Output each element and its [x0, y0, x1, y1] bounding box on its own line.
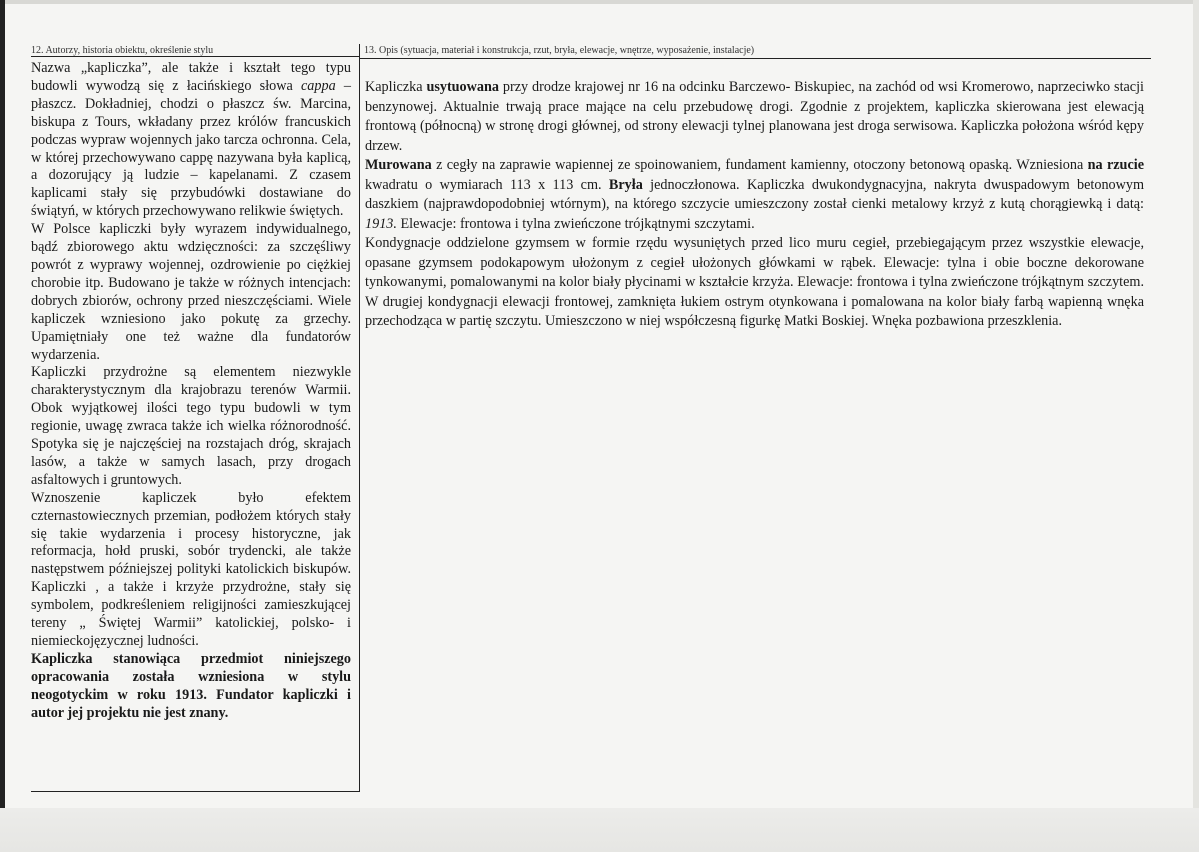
- text-run: Kapliczka: [365, 79, 427, 95]
- text-run: – płaszcz. Dokładniej, chodzi o płaszcz św. Marcina, biskupa z Tours, wkładany przez królów francuskich podczas wypraw wojennych jako tarcza ochronna. Cela, w której przechowywano cappę nazywana była kaplicą, a dozorujący ją ludzie – kapelanami. Z czasem kaplicami stały się przybudówki dostawiane do świątyń, w których przechowywano relikwie świętych.: [31, 77, 352, 220]
- description-paragraph-2: [365, 156, 1144, 234]
- scan-left-edge: [0, 0, 5, 852]
- scan-right-edge: [1193, 0, 1199, 852]
- text-run: przy drodze krajowej nr 16 na odcinku Barczewo- Biskupiec, na zachód od wsi Kromerowo, naprzeciwko stacji benzynowej. Aktualnie trwają prace mające na celu przebudowę drogi. Zgodnie z projektem, kapliczka skierowana jest elewacją frontową (północną) w stronę drogi głównej, od strony elewacji tylnej planowana jest droga serwisowa. Kapliczka położona wśród kępy drzew.: [365, 79, 1144, 154]
- history-text: [31, 60, 351, 723]
- date-text: 1913.: [365, 215, 397, 232]
- left-bottom-rule: [31, 791, 359, 792]
- history-paragraph-5: [31, 651, 351, 723]
- left-column-header: 12. Autorzy, historia obiektu, określenie stylu: [31, 45, 214, 56]
- right-column-header: 13. Opis (sytuacja, materiał i konstrukcja, rzut, bryła, elewacje, wnętrze, wyposażenie, instalacje): [364, 45, 755, 56]
- left-header-rule: [31, 56, 359, 57]
- text-run: z cegły na zaprawie wapiennej ze spoinowaniem, fundament kamienny, otoczony betonową opaską. Wzniesiona: [431, 157, 1088, 173]
- description-paragraph-3: Kondygnacje oddzielone gzymsem w formie rzędu wysuniętych przed lico muru cegieł, przebiegającym przez wszystkie elewacje, opasane gzymsem podokapowym ułożonym z cegieł ułożonych główkami w rąbek. Elewacje: tylna i obie boczne dekorowane tynkowanymi, pomalowanymi na kolor biały płycinami w kształcie krzyża. Elewacje: frontowa i tylna zwieńczone trójkątnym szczytem. W drugiej kondygnacji elewacji frontowej, zamknięta łukiem ostrym otynkowana i pomalowana na kolor biały farbą wapienną wnęka przechodząca w partię szczytu. Umieszczono w niej współczesną figurkę Matki Boskiej. Wnęka pozbawiona przeszklenia.: [365, 235, 1144, 329]
- text-run: jednoczłonowa. Kapliczka dwukondygnacyjna, nakryta dwuspadowym betonowym daszkiem (najprawdopodobniej wtórnym), na którego szczycie umieszczony został cienki metalowy krzyż z kutą chorągiewką i datą:: [365, 176, 1145, 212]
- right-header-rule: [359, 58, 1151, 59]
- history-paragraph-4: Wznoszenie kapliczek było efektem czternastowiecznych przemian, podłożem których stały się takie wydarzenia i procesy historyczne, jak reformacja, hołd pruski, sobór trydencki, ale także następstwem późniejszej polityki katolickich biskupów. Kapliczki , a także i krzyże przydrożne, stały się symbolem, podkreśleniem religijności zamieszkującej tereny „ Świętej Warmii” katolickiej, polsko- i niemieckojęzycznej ludności.: [31, 489, 351, 649]
- latin-word: cappa: [301, 77, 336, 94]
- scan-top-edge: [0, 0, 1199, 4]
- history-paragraph-2: W Polsce kapliczki były wyrazem indywidualnego, bądź zbiorowego aktu wdzięczności: za szczęśliwy powrót z wyprawy wojennej, ozdrowienie po ciężkiej chorobie itp. Budowano je także w różnych intencjach: dobrych zbiorów, ochrony przed nieszczęściami. Wiele kapliczek wzniesiono jako pokutę za grzechy. Upamiętniały one też ważne dla fundatorów wydarzenia.: [31, 221, 351, 363]
- text-run: Elewacje: frontowa i tylna zwieńczone trójkątnymi szczytami.: [396, 215, 755, 232]
- text-run: Nazwa „kapliczka”, ale także i kształt tego typu budowli wywodzą się z łacińskiego słowa: [31, 60, 351, 94]
- column-divider: [359, 44, 360, 792]
- history-paragraph-1: [31, 60, 351, 221]
- keyword-form: Bryła: [608, 176, 643, 193]
- scan-bottom-band: [0, 808, 1199, 852]
- text-run: kwadratu o wymiarach 113 x 113 cm.: [365, 176, 609, 193]
- keyword-material: Murowana: [365, 157, 432, 173]
- keyword-plan: na rzucie: [1087, 157, 1144, 173]
- keyword-location: usytuowana: [426, 79, 499, 95]
- description-paragraph-1: [365, 78, 1144, 156]
- style-summary: Kapliczka stanowiąca przedmiot niniejszego opracowania została wzniesiona w stylu neogotyckim w roku 1913. Fundator kapliczki i autor jej projektu nie jest znany.: [31, 650, 351, 721]
- history-paragraph-3: Kapliczki przydrożne są elementem niezwykle charakterystycznym dla krajobrazu terenów Warmii. Obok wyjątkowej ilości tego typu budowli w tym regionie, uwagę zwraca także ich wielka różnorodność. Spotyka się je najczęściej na rozstajach dróg, skrajach lasów, a także w samych lasach, przy drogach asfaltowych i gruntowych.: [31, 364, 351, 488]
- description-text: [365, 78, 1144, 332]
